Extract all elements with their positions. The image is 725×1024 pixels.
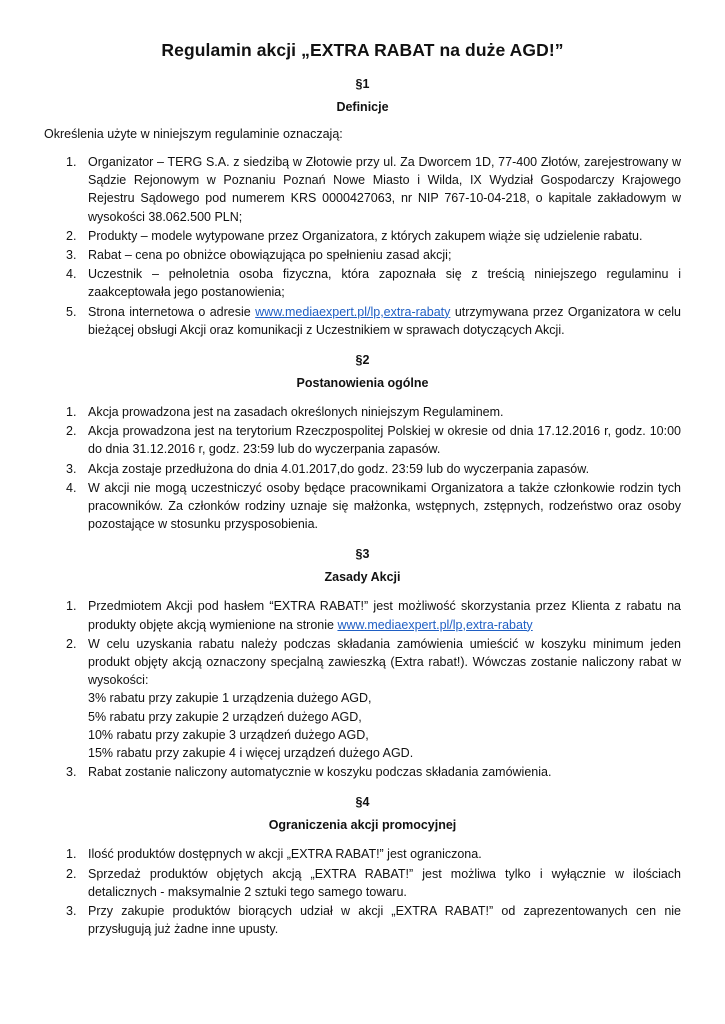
section-3-heading: Zasady Akcji [324, 570, 401, 585]
item-number: 2. [66, 866, 77, 881]
list-item [44, 422, 681, 458]
section-3-number: §3 [355, 547, 370, 562]
list-item [44, 845, 681, 863]
section-1-heading: Definicje [336, 100, 389, 114]
discount-line: 15% rabatu przy zakupie 4 i więcej urządzeń dużego AGD. [88, 746, 414, 761]
list-item [44, 479, 681, 534]
section-4-number: §4 [355, 795, 370, 810]
item-number: 2. [66, 424, 77, 439]
item-text: Organizator – TERG S.A. z siedzibą w Złotowie przy ul. Za Dworcem 1D, 77-400 Złotów, zarejestrowany w Sądzie Rejonowym w Poznaniu Poznań Nowe Miasto i Wilda, IX Wydział Gospodarczy Krajowego Rejestru Sądowego pod numerem KRS 0000427063, nr NIP 767-10-04-218, o kapitale zakładowym w wysokości 38.062.500 PLN; [88, 155, 681, 224]
website-link[interactable]: www.mediaexpert.pl/lp,extra-rabaty [255, 304, 451, 319]
section-2-heading: Postanowienia ogólne [296, 376, 429, 391]
section-2-number: §2 [355, 353, 370, 368]
list-item [44, 265, 681, 301]
discount-line: 3% rabatu przy zakupie 1 urządzenia dużego AGD, [88, 691, 372, 706]
list-item [44, 902, 681, 938]
item-text-after-link: utrzymywana przez Organizatora w celu bieżącej obsługi Akcji oraz komunikacji z Uczestnikiem w sprawach dotyczących Akcji. [88, 304, 681, 337]
list-item [44, 460, 681, 478]
section-1-intro: Określenia użyte w niniejszym regulaminie oznaczają: [44, 127, 343, 141]
list-item [44, 403, 681, 421]
list-item [44, 153, 681, 226]
item-text: Akcja prowadzona jest na zasadach określonych niniejszym Regulaminem. [88, 405, 504, 420]
section-4-heading: Ograniczenia akcji promocyjnej [268, 818, 457, 833]
item-text: Rabat – cena po obniżce obowiązująca po spełnieniu zasad akcji; [88, 248, 452, 263]
item-text: Przy zakupie produktów biorących udział w akcji „EXTRA RABAT!” od zaprezentowanych cen nie przysługują już żadne inne upusty. [88, 904, 681, 937]
item-text: Sprzedaż produktów objętych akcją „EXTRA RABAT!” jest możliwa tylko i wyłącznie w ilościach detalicznych - maksymalnie 2 sztuki tego samego towaru. [88, 866, 681, 899]
list-item [44, 246, 681, 264]
item-text-before-link: Przedmiotem Akcji pod hasłem “EXTRA RABAT!” jest możliwość skorzystania przez Klienta z rabatu na produkty objęte akcją wymienione na stronie [88, 599, 681, 632]
item-number: 3. [66, 765, 77, 780]
list-item [44, 227, 681, 245]
item-number: 2. [66, 636, 77, 651]
list-item [44, 597, 681, 633]
item-text-before-link: Strona internetowa o adresie [88, 304, 256, 319]
item-number: 1. [66, 847, 77, 862]
item-number: 1. [66, 599, 77, 614]
document-title: Regulamin akcji „EXTRA RABAT na duże AGD!” [161, 40, 564, 60]
item-number: 5. [66, 304, 77, 319]
item-text: Uczestnik – pełnoletnia osoba fizyczna, która zapoznała się z treścią niniejszego regulaminu i zaakceptowała jego postanowienia; [88, 267, 681, 300]
section-3-list [44, 597, 681, 781]
discount-line: 5% rabatu przy zakupie 2 urządzeń dużego AGD, [88, 709, 362, 724]
list-item [44, 635, 681, 762]
item-number: 3. [66, 904, 77, 919]
item-text: W akcji nie mogą uczestniczyć osoby będące pracownikami Organizatora a także członkowie rodzin tych pracowników. Za członków rodziny uznaje się małżonka, wstępnych, zstępnych, rodzeństwo oraz osoby pozostające w stosunku przysposobienia. [88, 480, 681, 532]
discount-line: 10% rabatu przy zakupie 3 urządzeń dużego AGD, [88, 727, 369, 742]
item-text: Akcja prowadzona jest na terytorium Rzeczpospolitej Polskiej w okresie od dnia 17.12.2016 r, godz. 10:00 do dnia 31.12.2016 r, godz. 23:59 lub do wyczerpania zapasów. [88, 424, 681, 457]
section-1-list [44, 153, 681, 339]
item-text: Produkty – modele wytypowane przez Organizatora, z których zakupem wiąże się udzielenie rabatu. [88, 228, 643, 243]
list-item [44, 865, 681, 901]
item-number: 4. [66, 267, 77, 282]
item-number: 2. [66, 228, 77, 243]
section-4-list [44, 845, 681, 938]
item-number: 3. [66, 248, 77, 263]
website-link[interactable]: www.mediaexpert.pl/lp,extra-rabaty [337, 617, 533, 632]
item-text: Ilość produktów dostępnych w akcji „EXTRA RABAT!” jest ograniczona. [88, 847, 482, 862]
section-2-list [44, 403, 681, 533]
item-text: Rabat zostanie naliczony automatycznie w koszyku podczas składania zamówienia. [88, 765, 552, 780]
list-item [44, 763, 681, 781]
item-number: 1. [66, 155, 77, 169]
item-number: 1. [66, 405, 77, 420]
section-1-number: §1 [355, 77, 370, 91]
list-item [44, 303, 681, 339]
item-text: W celu uzyskania rabatu należy podczas składania zamówienia umieścić w koszyku minimum jeden produkt objęty akcją oznaczony specjalną zawieszką (Extra rabat!). Wówczas zostanie naliczony rabat w wysokości: [88, 636, 681, 688]
item-number: 4. [66, 480, 77, 495]
item-text: Akcja zostaje przedłużona do dnia 4.01.2017,do godz. 23:59 lub do wyczerpania zapasów. [88, 461, 590, 476]
item-number: 3. [66, 461, 77, 476]
